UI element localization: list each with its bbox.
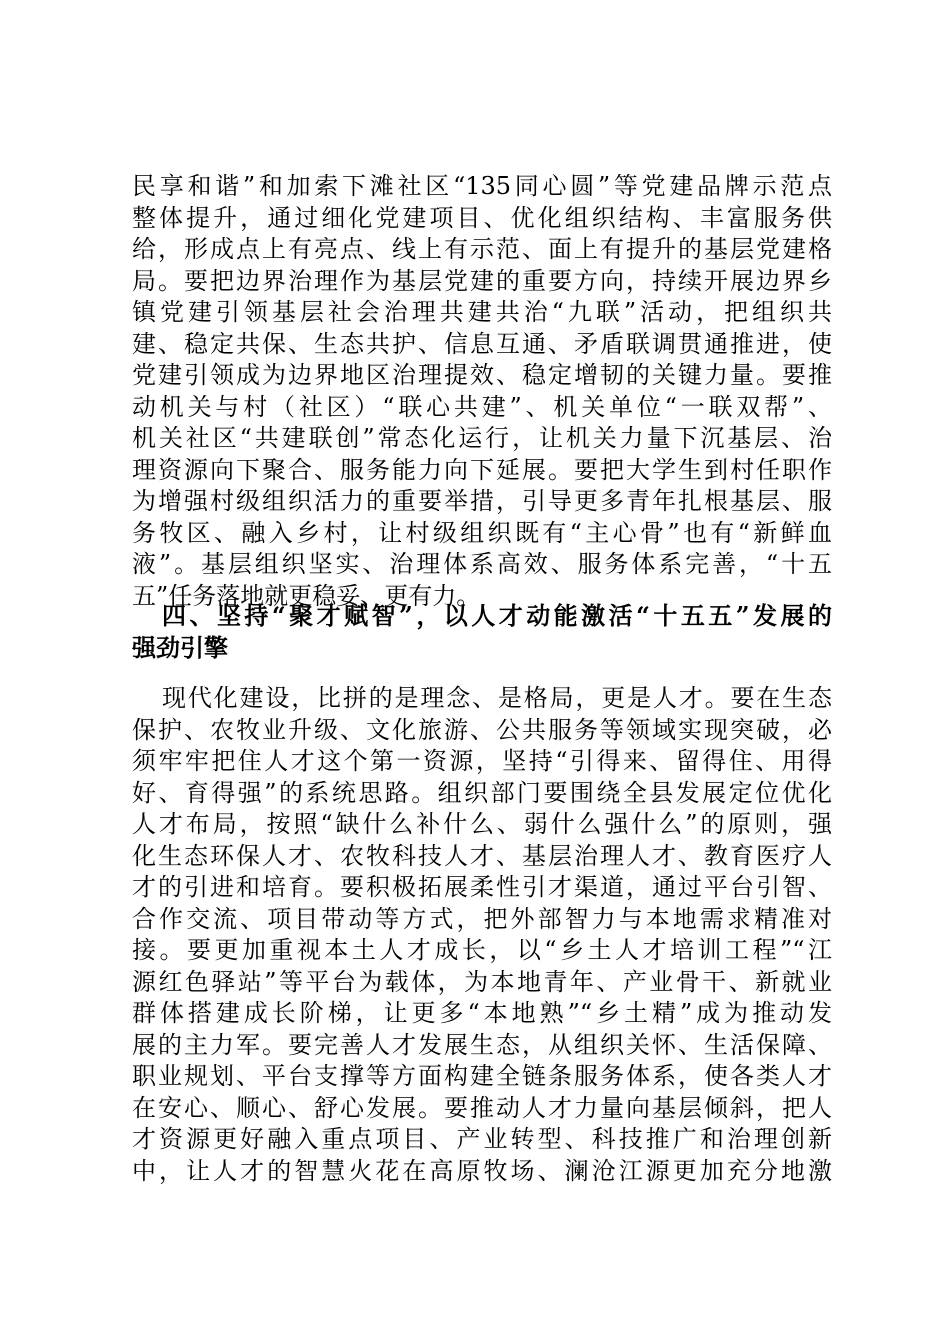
- paragraph-line: 五”任务落地就更稳妥、更有力。: [132, 581, 481, 610]
- paragraph-line: 保护、农牧业升级、文化旅游、公共服务等领域实现突破，必: [132, 715, 832, 744]
- paragraph-line: 展的主力军。要完善人才发展生态，从组织关怀、生活保障、: [132, 1030, 832, 1059]
- paragraph-line: 动机关与村（社区）“联心共建”、机关单位“一联双帮”、: [132, 392, 832, 421]
- paragraph-line: 局。要把边界治理作为基层党建的重要方向，持续开展边界乡: [132, 266, 832, 295]
- paragraph-line: 给，形成点上有亮点、线上有示范、面上有提升的基层党建格: [132, 235, 832, 263]
- paragraph-line: 源红色驿站”等平台为载体，为本地青年、产业骨干、新就业: [132, 967, 832, 996]
- paragraph-line: 人才布局，按照“缺什么补什么、弱什么强什么”的原则，强: [132, 810, 832, 838]
- paragraph-line: 党建引领成为边界地区治理提效、稳定增韧的关键力量。要推: [132, 361, 832, 389]
- paragraph-line: 整体提升，通过细化党建项目、优化组织结构、丰富服务供: [132, 203, 832, 232]
- paragraph-line: 建、稳定共保、生态共护、信息互通、矛盾联调贯通推进，使: [132, 329, 832, 358]
- paragraph-line: 为增强村级组织活力的重要举措，引导更多青年扎根基层、服: [132, 487, 832, 515]
- paragraph-line: 务牧区、融入乡村，让村级组织既有“主心骨”也有“新鲜血: [132, 518, 832, 547]
- paragraph-line: 液”。基层组织坚实、治理体系高效、服务体系完善，“十五: [132, 550, 832, 578]
- paragraph-line: 职业规划、平台支撑等方面构建全链条服务体系，使各类人才: [132, 1062, 832, 1090]
- paragraph-line: 化生态环保人才、农牧科技人才、基层治理人才、教育医疗人: [132, 841, 832, 870]
- paragraph-line: 在安心、顺心、舒心发展。要推动人才力量向基层倾斜，把人: [132, 1093, 832, 1122]
- paragraph-line: 才资源更好融入重点项目、产业转型、科技推广和治理创新: [132, 1125, 832, 1153]
- paragraph-line: 好、育得强”的系统思路。组织部门要围绕全县发展定位优化: [132, 778, 832, 807]
- paragraph-line: 群体搭建成长阶梯，让更多“本地熟”“乡土精”成为推动发: [132, 999, 832, 1027]
- paragraph-line: 才的引进和培育。要积极拓展柔性引才渠道，通过平台引智、: [132, 873, 832, 901]
- paragraph-line: 接。要更加重视本土人才成长，以“乡土人才培训工程”“江: [132, 936, 832, 964]
- paragraph-line: 理资源向下聚合、服务能力向下延展。要把大学生到村任职作: [132, 455, 832, 484]
- paragraph-line: 民享和谐”和加索下滩社区“135同心圆”等党建品牌示范点: [132, 172, 832, 200]
- paragraph-line: 机关社区“共建联创”常态化运行，让机关力量下沉基层、治: [132, 424, 832, 452]
- paragraph-line: 中，让人才的智慧火花在高原牧场、澜沧江源更加充分地激: [132, 1156, 832, 1185]
- heading-line: 四、坚持“聚才赋智”，以人才动能激活“十五五”发展的: [162, 601, 832, 630]
- paragraph-line: 镇党建引领基层社会治理共建共治“九联”活动，把组织共: [132, 298, 832, 326]
- heading-line: 强劲引擎: [132, 632, 228, 662]
- paragraph-line: 合作交流、项目带动等方式，把外部智力与本地需求精准对: [132, 904, 832, 933]
- paragraph-line: 现代化建设，比拼的是理念、是格局，更是人才。要在生态: [162, 684, 832, 712]
- paragraph-line: 须牢牢把住人才这个第一资源，坚持“引得来、留得住、用得: [132, 747, 832, 775]
